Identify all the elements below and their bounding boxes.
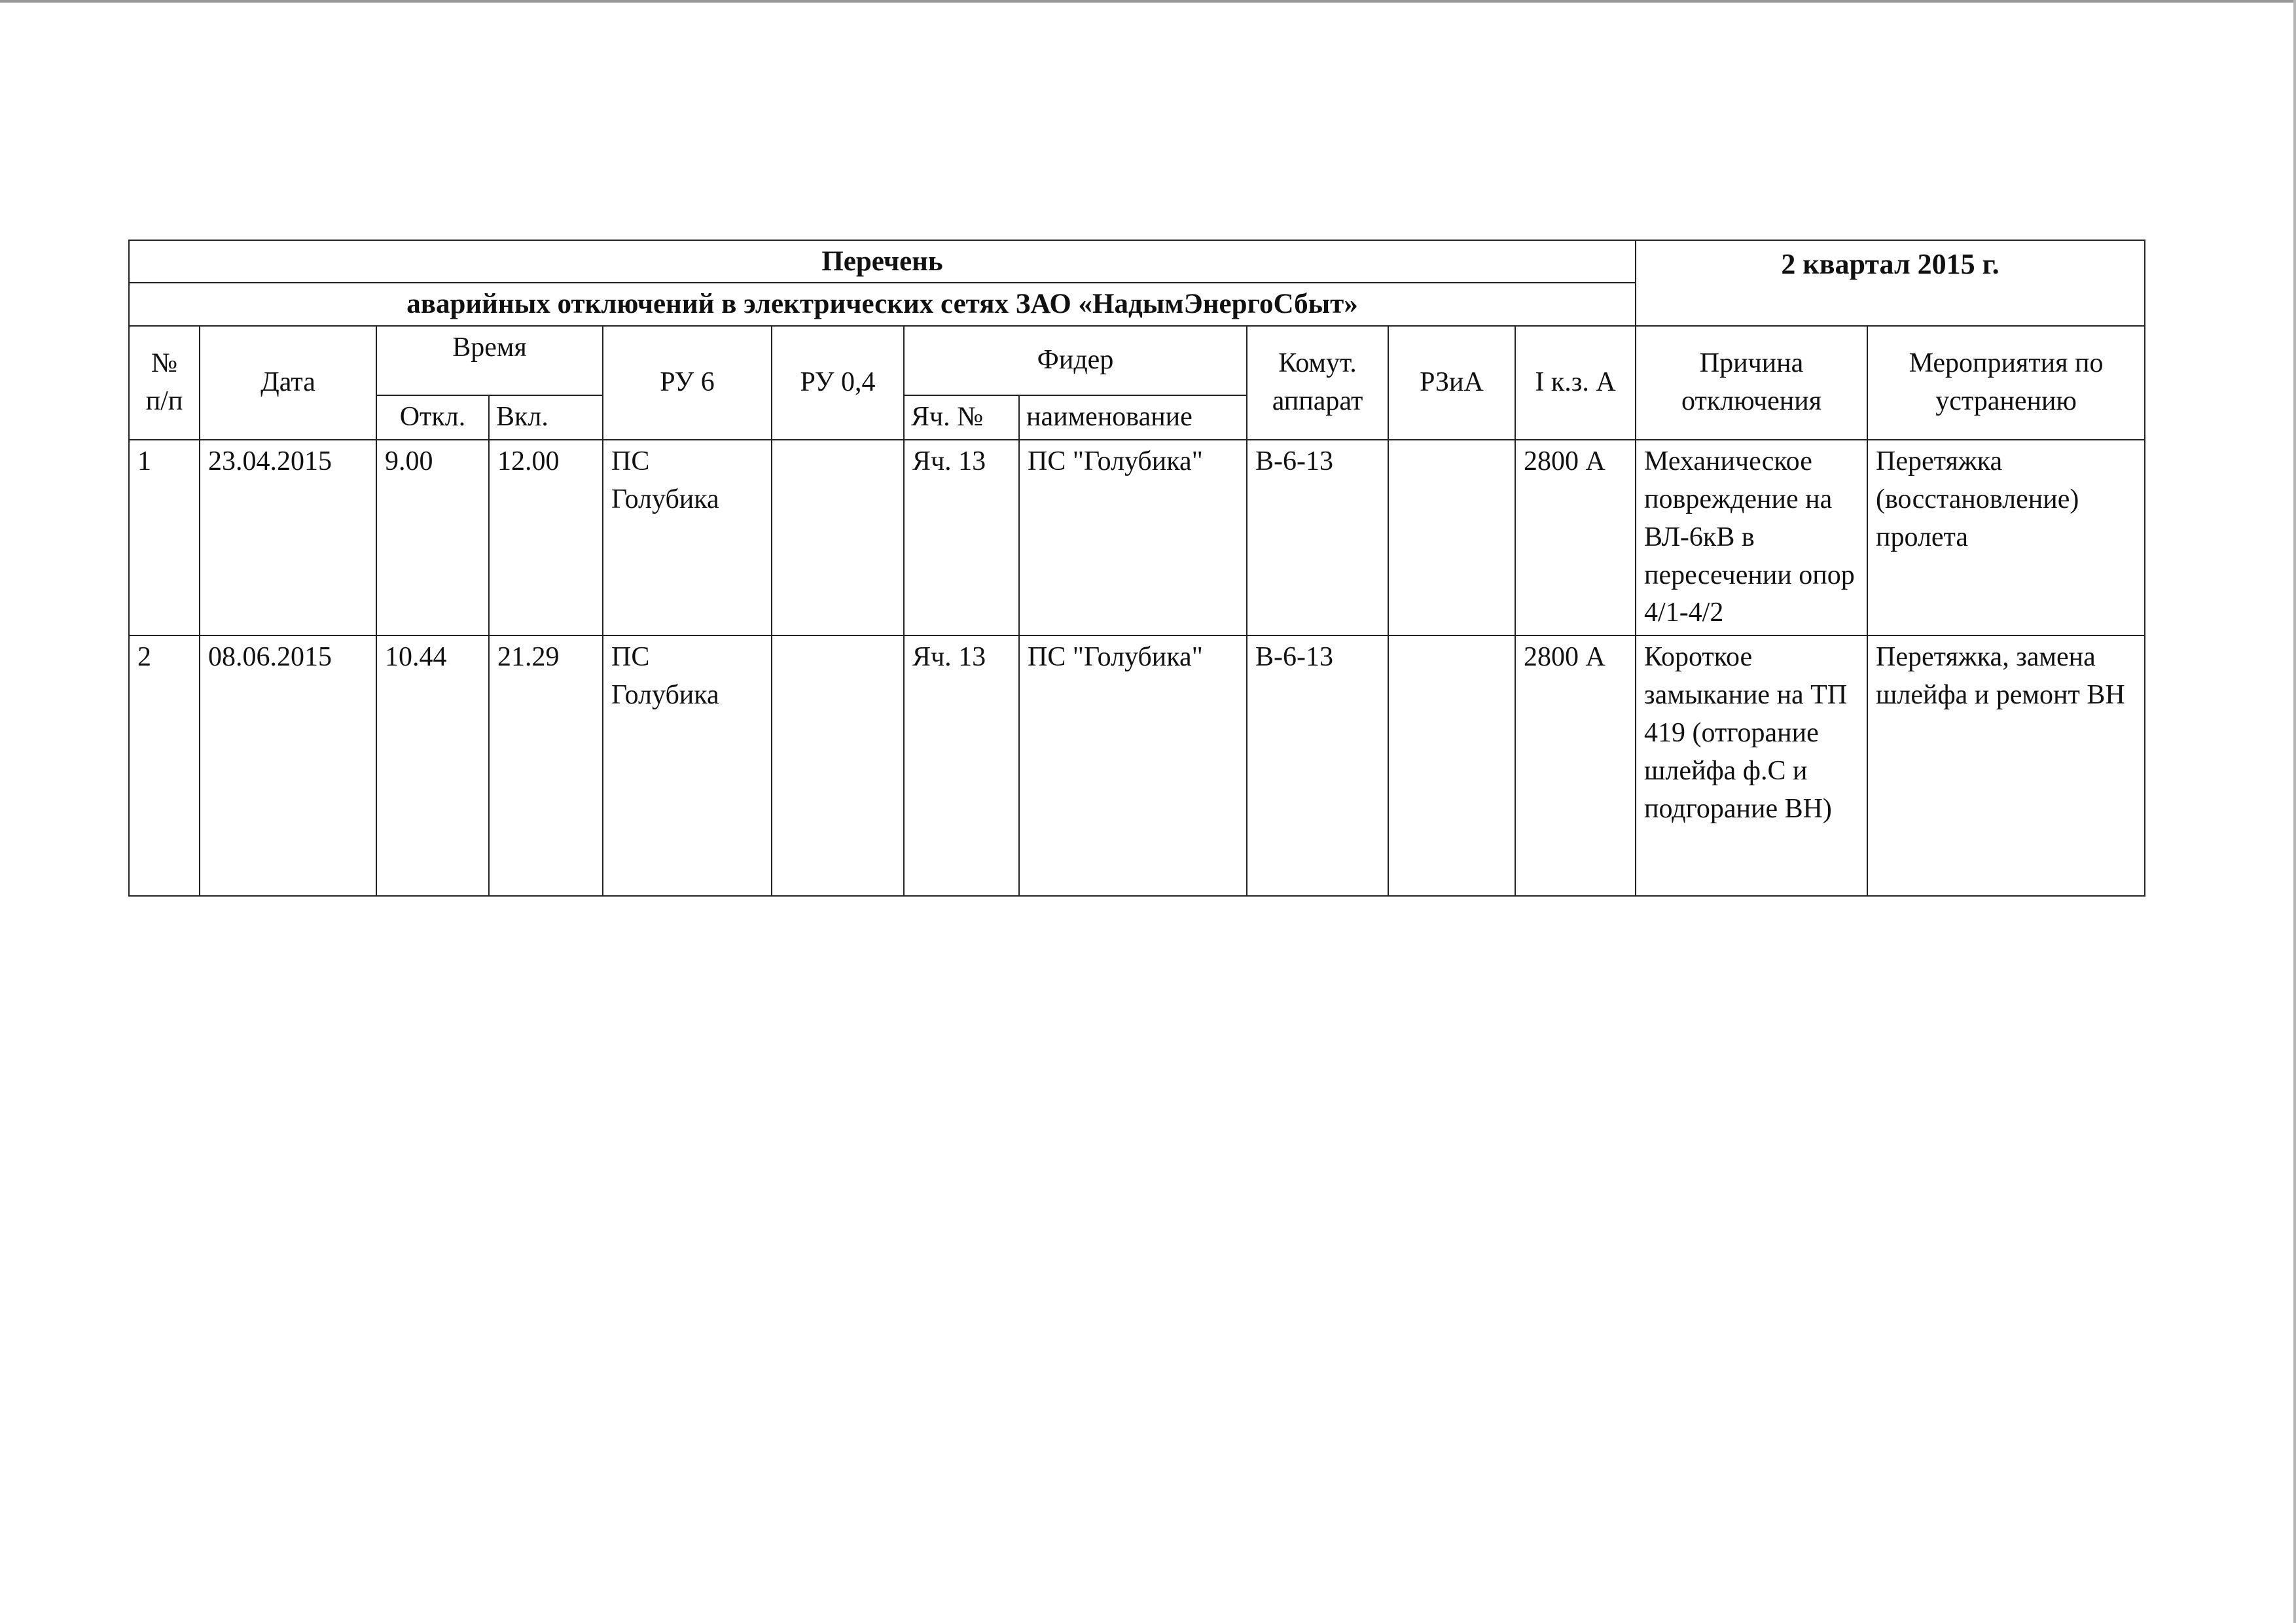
col-feeder-header: Фидер xyxy=(904,326,1247,395)
cell-feeder-name: ПС "Голубика" xyxy=(1019,440,1247,636)
col-cause-header: Причина отключения xyxy=(1636,326,1867,440)
cell-time-on: 12.00 xyxy=(489,440,603,636)
cell-date: 08.06.2015 xyxy=(200,635,376,896)
col-measures-header: Мероприятия по устранению xyxy=(1867,326,2145,440)
col-feeder-cell-header: Яч. № xyxy=(904,395,1019,440)
scan-top-edge xyxy=(0,0,2296,3)
col-num-header: № п/п xyxy=(129,326,200,440)
cell-num: 2 xyxy=(129,635,200,896)
cell-date: 23.04.2015 xyxy=(200,440,376,636)
cell-time-on: 21.29 xyxy=(489,635,603,896)
cell-feeder-name: ПС "Голубика" xyxy=(1019,635,1247,896)
cell-time-off: 10.44 xyxy=(376,635,489,896)
col-ikz-header: I к.з. А xyxy=(1515,326,1636,440)
cell-ru04 xyxy=(772,440,904,636)
cell-rza xyxy=(1388,635,1515,896)
cell-ru6: ПС Голубика xyxy=(603,440,772,636)
col-feeder-name-header: наименование xyxy=(1019,395,1247,440)
col-date-header: Дата xyxy=(200,326,376,440)
cell-measures: Перетяжка (восстановление) пролета xyxy=(1867,440,2145,636)
col-time-header: Время xyxy=(376,326,603,395)
col-switch-header: Комут. аппарат xyxy=(1247,326,1388,440)
col-time-off-header: Откл. xyxy=(376,395,489,440)
cell-ru6: ПС Голубика xyxy=(603,635,772,896)
cell-ikz: 2800 А xyxy=(1515,635,1636,896)
title-row xyxy=(129,240,2145,283)
column-header-row xyxy=(129,326,2145,395)
cell-switch: В-6-13 xyxy=(1247,635,1388,896)
cell-ru04 xyxy=(772,635,904,896)
col-ru6-header: РУ 6 xyxy=(603,326,772,440)
cell-rza xyxy=(1388,440,1515,636)
cell-cause: Короткое замыкание на ТП 419 (отгорание шлейфа ф.С и подгорание ВН) xyxy=(1636,635,1867,896)
outage-report-table xyxy=(128,240,2145,897)
col-rza-header: РЗиА xyxy=(1388,326,1515,440)
report-subtitle: аварийных отключений в электрических сетях ЗАО «НадымЭнергоСбыт» xyxy=(129,283,1636,325)
scan-right-edge xyxy=(2293,0,2296,1623)
table-row xyxy=(129,440,2145,636)
col-ru04-header: РУ 0,4 xyxy=(772,326,904,440)
cell-measures: Перетяжка, замена шлейфа и ремонт ВН xyxy=(1867,635,2145,896)
cell-time-off: 9.00 xyxy=(376,440,489,636)
report-title: Перечень xyxy=(129,240,1636,283)
cell-feeder-cell: Яч. 13 xyxy=(904,635,1019,896)
cell-switch: В-6-13 xyxy=(1247,440,1388,636)
cell-num: 1 xyxy=(129,440,200,636)
cell-ikz: 2800 А xyxy=(1515,440,1636,636)
report-period: 2 квартал 2015 г. xyxy=(1636,240,2145,326)
cell-feeder-cell: Яч. 13 xyxy=(904,440,1019,636)
cell-cause: Механическое повреждение на ВЛ-6кВ в пересечении опор 4/1-4/2 xyxy=(1636,440,1867,636)
col-time-on-header: Вкл. xyxy=(489,395,603,440)
table-row xyxy=(129,635,2145,896)
